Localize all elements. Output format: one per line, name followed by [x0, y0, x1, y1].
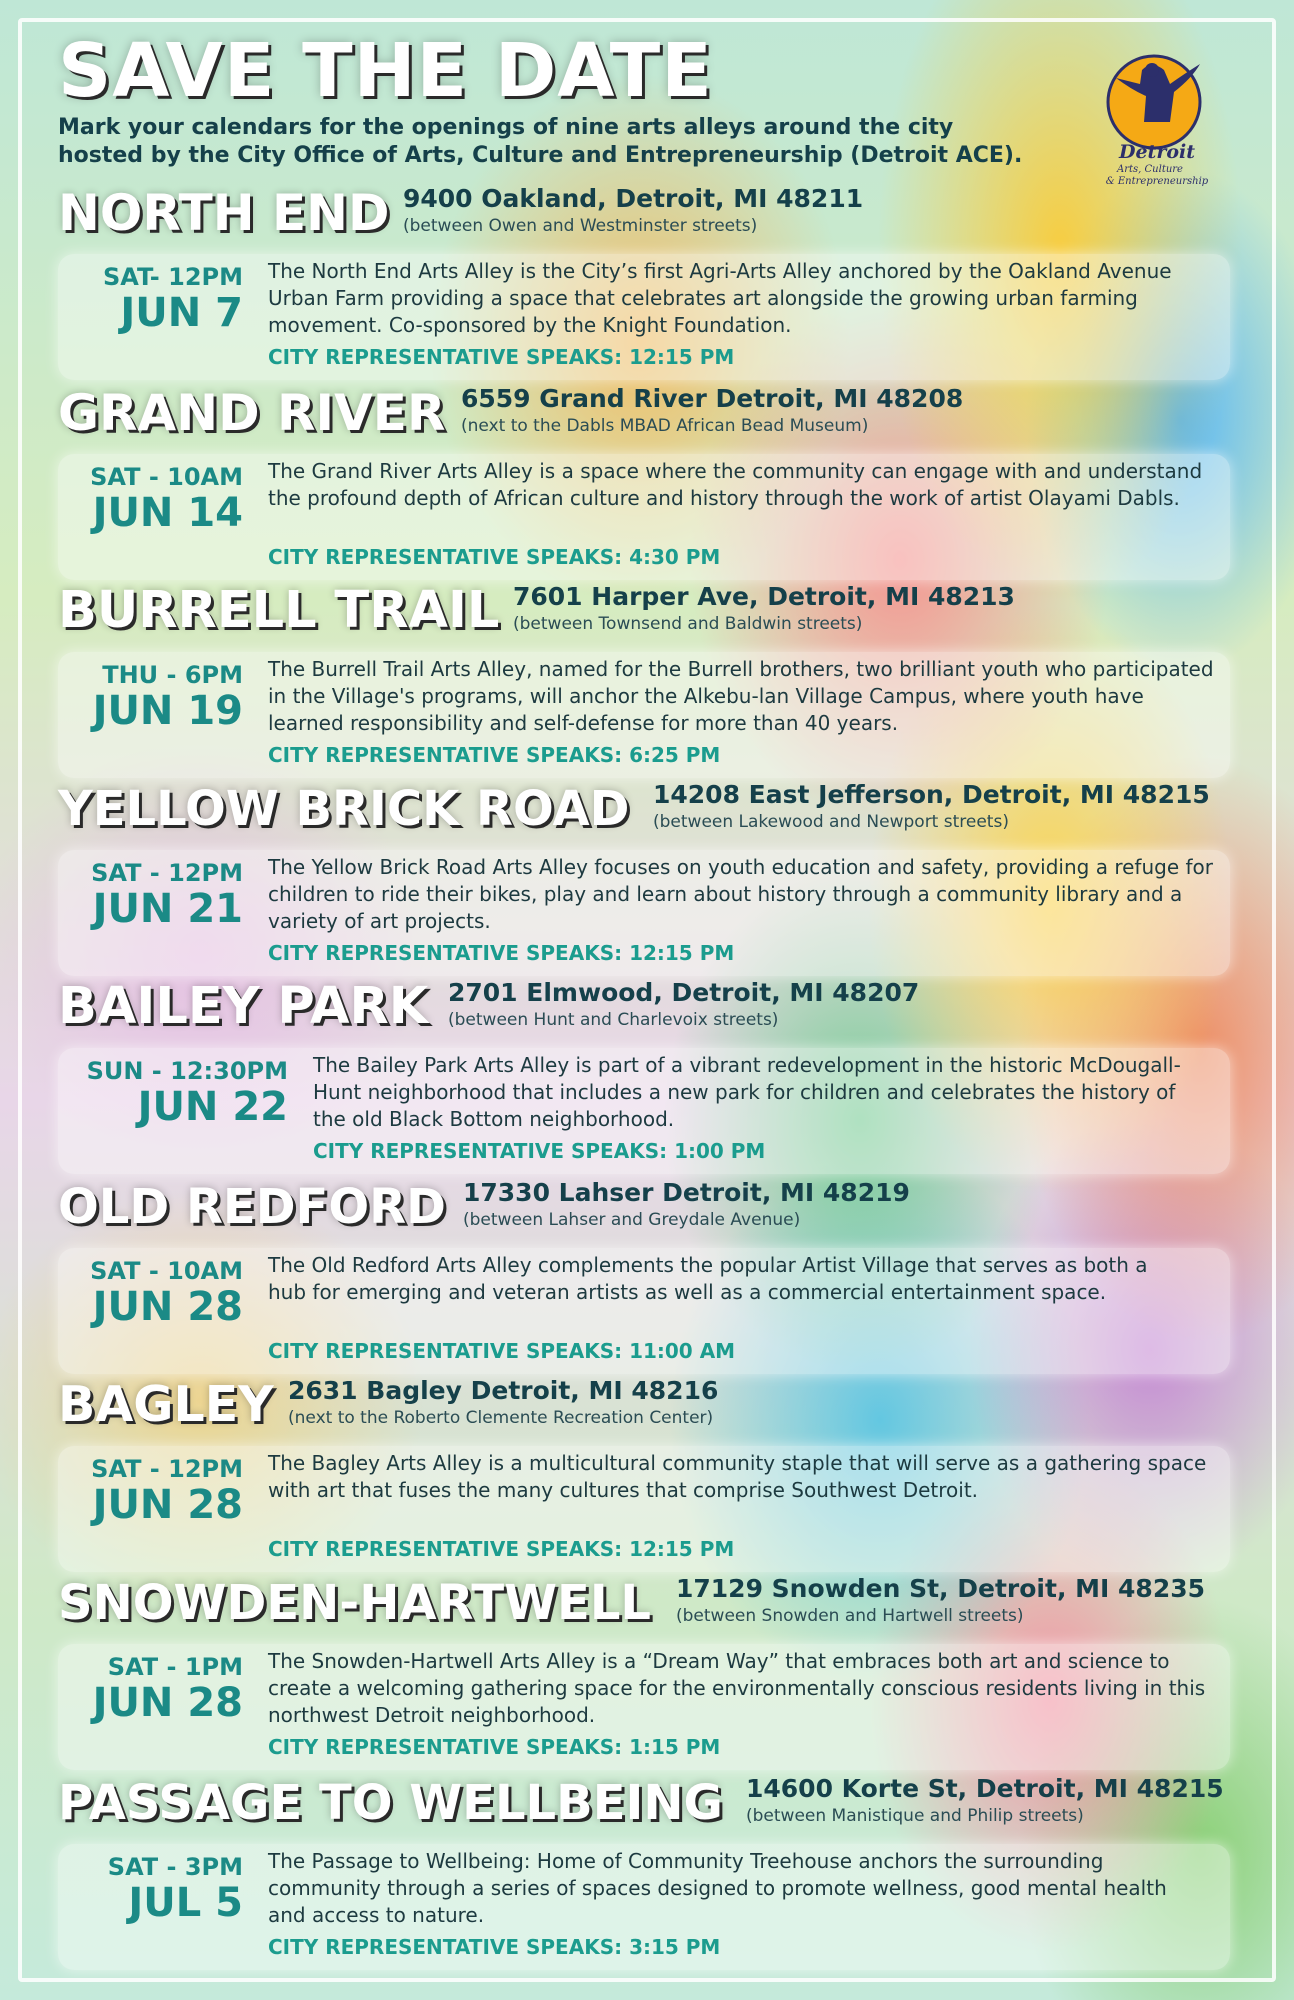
alley-location-note: (between Lakewood and Newport streets) [653, 812, 1009, 832]
detroit-ace-logo [1092, 40, 1222, 190]
headline: SAVE THE DATE [58, 28, 713, 114]
alley-name: BAILEY PARK [58, 977, 429, 1036]
alley-address: 2701 Elmwood, Detroit, MI 48207 [448, 978, 920, 1007]
event-date: JUL 5 [128, 1880, 243, 1926]
intro-line-2: hosted by the City Office of Arts, Culture and Entrepreneurship (Detroit ACE). [58, 143, 1023, 168]
event-date: JUN 21 [92, 886, 243, 932]
speaker-time: CITY REPRESENTATIVE SPEAKS: 1:00 PM [313, 1139, 766, 1163]
alley-name: SNOWDEN-HARTWELL [58, 1575, 651, 1631]
event-day: SAT- 12PM [102, 263, 243, 291]
event-time [58, 262, 243, 334]
alley-address: 6559 Grand River Detroit, MI 48208 [461, 384, 964, 413]
speaker-time: CITY REPRESENTATIVE SPEAKS: 1:15 PM [268, 1735, 721, 1759]
event-day: SAT - 1PM [107, 1653, 243, 1681]
alley-address: 17129 Snowden St, Detroit, MI 48235 [676, 1574, 1206, 1603]
event-time [58, 462, 243, 534]
event-time [58, 660, 243, 732]
alley-name: NORTH END [58, 184, 390, 242]
alley-location-note: (between Hunt and Charlevoix streets) [448, 1010, 779, 1030]
alley-name: BURRELL TRAIL [58, 581, 500, 640]
alley-name: BAGLEY [58, 1376, 274, 1433]
event-time [58, 1256, 243, 1328]
speaker-time: CITY REPRESENTATIVE SPEAKS: 6:25 PM [268, 743, 721, 767]
alley-description: The Burrell Trail Arts Alley, named for the Burrell brothers, two brilliant youth who participated in the Village's programs, will anchor the Alkebu-lan Village Campus, where youth have learned responsibility and self-defense for more than 40 years. [268, 657, 1214, 735]
alley-card [58, 850, 1230, 976]
alley-location-note: (next to the Dabls MBAD African Bead Museum) [461, 416, 869, 436]
speaker-time: CITY REPRESENTATIVE SPEAKS: 11:00 AM [268, 1339, 736, 1363]
alley-card [58, 652, 1230, 778]
alley-address: 14600 Korte St, Detroit, MI 48215 [746, 1774, 1224, 1803]
event-date: JUN 7 [120, 290, 243, 336]
spirit-of-detroit-icon [1092, 40, 1222, 190]
event-date: JUN 14 [92, 490, 243, 536]
alley-name: OLD REDFORD [58, 1179, 446, 1235]
logo-wordmark: Detroit [1118, 141, 1196, 163]
alley-description: The Grand River Arts Alley is a space where the community can engage with and understand the profound depth of African culture and history through the work of artist Olayami Dabls. [268, 459, 1203, 510]
alley-name: GRAND RIVER [58, 384, 446, 442]
event-day: THU - 6PM [102, 661, 243, 689]
alley-section-burrell-trail [58, 580, 1238, 778]
alley-card [58, 1048, 1230, 1174]
alley-card [58, 454, 1230, 580]
alley-section-grand-river [58, 382, 1238, 580]
event-day: SAT - 10AM [90, 463, 243, 491]
alley-location-note: (between Snowden and Hartwell streets) [676, 1606, 1024, 1626]
speaker-time: CITY REPRESENTATIVE SPEAKS: 12:15 PM [268, 1537, 735, 1561]
alley-location-note: (next to the Roberto Clemente Recreation Center) [288, 1408, 714, 1428]
alley-location-note: (between Manistique and Philip streets) [746, 1806, 1084, 1826]
alley-address: 2631 Bagley Detroit, MI 48216 [288, 1376, 719, 1405]
alley-location-note: (between Lahser and Greydale Avenue) [463, 1210, 801, 1230]
alley-card [58, 1446, 1230, 1572]
alley-location-note: (between Owen and Westminster streets) [403, 216, 758, 236]
alley-section-snowden-hartwell [58, 1572, 1238, 1770]
event-day: SUN - 12:30PM [86, 1057, 288, 1085]
event-time [58, 1454, 243, 1526]
intro-line-1: Mark your calendars for the openings of nine arts alleys around the city [58, 115, 954, 140]
alley-description: The North End Arts Alley is the City’s first Agri-Arts Alley anchored by the Oakland Avenue Urban Farm providing a space that celebrates art alongside the growing urban farming movement. Co-sponsored by the Knight Foundation. [268, 259, 1172, 337]
alley-description: The Passage to Wellbeing: Home of Community Treehouse anchors the surrounding community through a series of spaces designed to promote wellness, good mental health and access to nature. [268, 1849, 1167, 1927]
event-day: SAT - 10AM [90, 1257, 243, 1285]
event-day: SAT - 3PM [107, 1853, 243, 1881]
event-date: JUN 19 [92, 688, 243, 734]
alley-description: The Bailey Park Arts Alley is part of a vibrant redevelopment in the historic McDougall-Hunt neighborhood that includes a new park for children and celebrates the history of the old Black Bottom neighborhood. [313, 1053, 1181, 1131]
event-date: JUN 28 [92, 1680, 243, 1726]
alley-name: YELLOW BRICK ROAD [58, 781, 630, 837]
alley-card [58, 1644, 1230, 1770]
event-date: JUN 28 [92, 1482, 243, 1528]
alley-description: The Old Redford Arts Alley complements the popular Artist Village that serves as both a hub for emerging and veteran artists as well as a commercial entertainment space. [268, 1253, 1148, 1304]
alley-section-bagley [58, 1374, 1238, 1572]
event-time [58, 858, 243, 930]
event-time [58, 1852, 243, 1924]
speaker-time: CITY REPRESENTATIVE SPEAKS: 12:15 PM [268, 941, 735, 965]
intro-text [58, 114, 1058, 170]
event-day: SAT - 12PM [91, 859, 243, 887]
speaker-time: CITY REPRESENTATIVE SPEAKS: 3:15 PM [268, 1935, 721, 1959]
alley-address: 14208 East Jefferson, Detroit, MI 48215 [653, 780, 1210, 809]
logo-subtitle-2: & Entrepreneurship [1105, 176, 1209, 187]
alley-address: 7601 Harper Ave, Detroit, MI 48213 [513, 582, 1015, 611]
alley-address: 9400 Oakland, Detroit, MI 48211 [403, 184, 864, 213]
event-date: JUN 22 [137, 1084, 288, 1130]
alley-section-bailey-park [58, 976, 1238, 1174]
alley-description: The Snowden-Hartwell Arts Alley is a “Dream Way” that embraces both art and science to create a welcoming gathering space for the environmentally conscious residents living in this northwest Detroit neighborhood. [268, 1649, 1206, 1727]
event-time [58, 1652, 243, 1724]
event-time [58, 1056, 288, 1128]
alley-section-north-end [58, 182, 1238, 380]
alley-section-passage-to-wellbeing [58, 1772, 1238, 1970]
alley-address: 17330 Lahser Detroit, MI 48219 [463, 1178, 910, 1207]
alley-section-yellow-brick-road [58, 778, 1238, 976]
speaker-time: CITY REPRESENTATIVE SPEAKS: 4:30 PM [268, 545, 721, 569]
speaker-time: CITY REPRESENTATIVE SPEAKS: 12:15 PM [268, 345, 735, 369]
alley-name: PASSAGE TO WELLBEING [58, 1775, 723, 1831]
alley-card [58, 1248, 1230, 1374]
alley-card [58, 1844, 1230, 1970]
alley-card [58, 254, 1230, 380]
alley-location-note: (between Townsend and Baldwin streets) [513, 614, 863, 634]
alley-description: The Yellow Brick Road Arts Alley focuses on youth education and safety, providing a refuge for children to ride their bikes, play and learn about history through a community library and a variety of art projects. [268, 855, 1213, 933]
logo-subtitle-1: Arts, Culture [1117, 164, 1183, 175]
alley-description: The Bagley Arts Alley is a multicultural community staple that will serve as a gathering space with art that fuses the many cultures that comprise Southwest Detroit. [268, 1451, 1207, 1502]
alley-section-old-redford [58, 1176, 1238, 1374]
event-date: JUN 28 [92, 1284, 243, 1330]
event-day: SAT - 12PM [91, 1455, 243, 1483]
